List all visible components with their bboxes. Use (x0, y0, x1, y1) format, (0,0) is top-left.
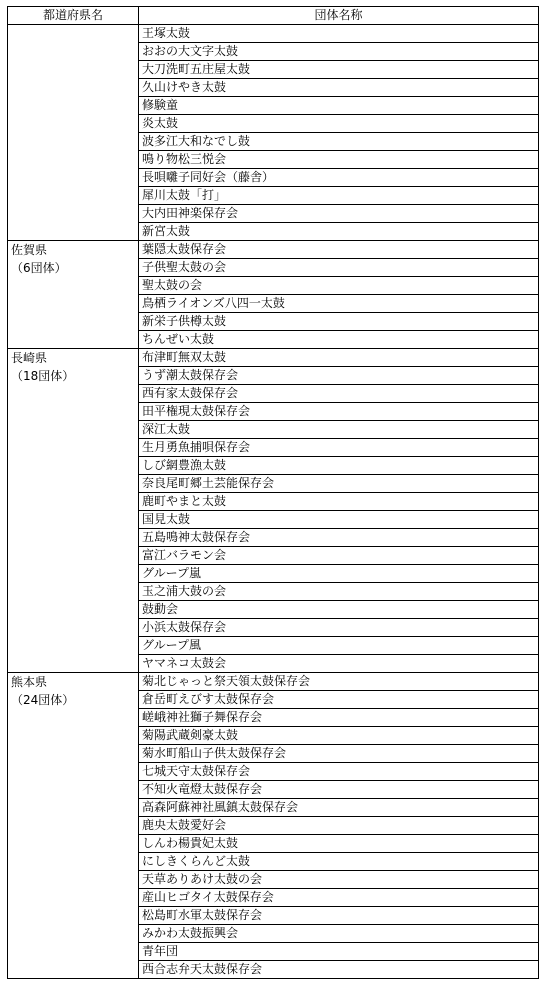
prefecture-name: 佐賀県 (11, 243, 48, 257)
group-name-cell: しび網豊漁太鼓 (139, 457, 539, 475)
group-name-cell: 布津町無双太鼓 (139, 349, 539, 367)
group-name-cell: 菊北じゃっと祭天領太鼓保存会 (139, 673, 539, 691)
group-name-cell: 不知火竜燈太鼓保存会 (139, 781, 539, 799)
group-name-cell: 葉隠太鼓保存会 (139, 241, 539, 259)
group-name-cell: 波多江大和なでし鼓 (139, 133, 539, 151)
group-name-cell: 長唄囃子同好会（藤舎） (139, 169, 539, 187)
group-name-cell: 西合志弁天太鼓保存会 (139, 961, 539, 979)
group-name-cell: 五島鳴神太鼓保存会 (139, 529, 539, 547)
group-name-cell: 子供聖太鼓の会 (139, 259, 539, 277)
table-row (8, 25, 539, 43)
group-name-cell: にしきくらんど太鼓 (139, 853, 539, 871)
prefecture-name: 長崎県 (11, 351, 48, 365)
group-name-cell: 新宮太鼓 (139, 223, 539, 241)
header-row (8, 7, 539, 25)
group-name-cell: 菊陽武蔵剣豪太鼓 (139, 727, 539, 745)
group-name-cell: うず潮太鼓保存会 (139, 367, 539, 385)
table-body (8, 25, 539, 979)
group-name-cell: ヤマネコ太鼓会 (139, 655, 539, 673)
group-name-cell: 小浜太鼓保存会 (139, 619, 539, 637)
group-name-cell: 鹿央太鼓愛好会 (139, 817, 539, 835)
group-name-cell: 嵯峨神社獅子舞保存会 (139, 709, 539, 727)
prefecture-cell (8, 673, 139, 979)
group-name-cell: 奈良尾町郷土芸能保存会 (139, 475, 539, 493)
group-name-cell: 田平権現太鼓保存会 (139, 403, 539, 421)
group-name-cell: 犀川太鼓「打」 (139, 187, 539, 205)
group-name-cell: 七城天守太鼓保存会 (139, 763, 539, 781)
prefecture-name: 熊本県 (11, 675, 48, 689)
group-name-cell: 倉岳町えびす太鼓保存会 (139, 691, 539, 709)
group-name-cell: グループ風 (139, 637, 539, 655)
group-name-cell: 高森阿蘇神社風鎮太鼓保存会 (139, 799, 539, 817)
group-name-cell: 松島町水軍太鼓保存会 (139, 907, 539, 925)
group-name-cell: 天草ありあけ太鼓の会 (139, 871, 539, 889)
groups-table (7, 6, 539, 979)
group-name-cell: みかわ太鼓振興会 (139, 925, 539, 943)
group-name-cell: 大刀洗町五庄屋太鼓 (139, 61, 539, 79)
group-name-cell: グループ嵐 (139, 565, 539, 583)
group-name-cell: 修験童 (139, 97, 539, 115)
group-name-cell: 産山ヒゴタイ太鼓保存会 (139, 889, 539, 907)
prefecture-group-count: （24団体） (11, 693, 75, 707)
group-name-cell: 生月勇魚捕唄保存会 (139, 439, 539, 457)
group-name-cell: 国見太鼓 (139, 511, 539, 529)
group-name-cell: 深江太鼓 (139, 421, 539, 439)
group-name-cell: 鹿町やまと太鼓 (139, 493, 539, 511)
prefecture-group-count: （18団体） (11, 369, 75, 383)
group-name-cell: 久山けやき太鼓 (139, 79, 539, 97)
group-name-cell: 炎太鼓 (139, 115, 539, 133)
group-name-cell: 玉之浦大鼓の会 (139, 583, 539, 601)
group-name-cell: ちんぜい太鼓 (139, 331, 539, 349)
header-group-name: 団体名称 (139, 7, 539, 25)
group-name-cell: 鳴り物松三悦会 (139, 151, 539, 169)
table-row (8, 241, 539, 259)
table-row (8, 673, 539, 691)
group-name-cell: おおの大文字太鼓 (139, 43, 539, 61)
group-name-cell: 鼓動会 (139, 601, 539, 619)
group-name-cell: しんわ楊貴妃太鼓 (139, 835, 539, 853)
prefecture-cell (8, 349, 139, 673)
group-name-cell: 鳥栖ライオンズ八四一太鼓 (139, 295, 539, 313)
group-name-cell: 大内田神楽保存会 (139, 205, 539, 223)
group-name-cell: 青年団 (139, 943, 539, 961)
group-name-cell: 新栄子供樽太鼓 (139, 313, 539, 331)
prefecture-cell (8, 241, 139, 349)
table-row (8, 349, 539, 367)
prefecture-group-count: （6団体） (11, 261, 67, 275)
group-name-cell: 王塚太鼓 (139, 25, 539, 43)
prefecture-cell (8, 25, 139, 241)
header-prefecture: 都道府県名 (8, 7, 139, 25)
group-name-cell: 西有家太鼓保存会 (139, 385, 539, 403)
group-name-cell: 菊水町船山子供太鼓保存会 (139, 745, 539, 763)
group-name-cell: 富江バラモン会 (139, 547, 539, 565)
group-name-cell: 聖太鼓の会 (139, 277, 539, 295)
